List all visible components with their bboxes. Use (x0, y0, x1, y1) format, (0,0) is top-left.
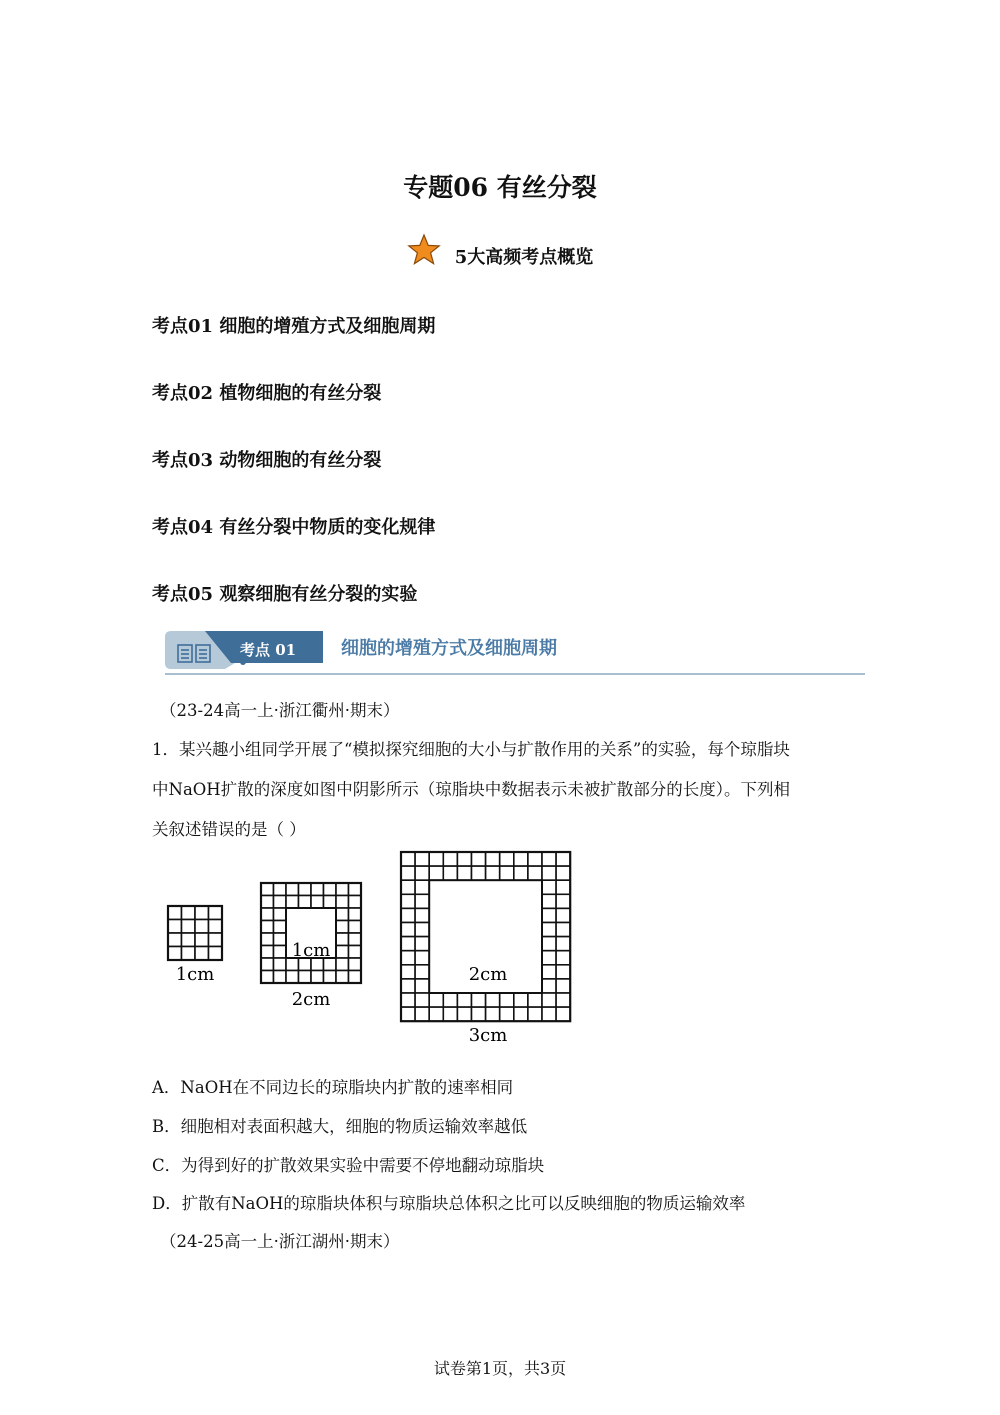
grid-cell (542, 880, 556, 894)
grid-cell (500, 1007, 514, 1021)
grid-cell (556, 852, 570, 866)
grid-cell (528, 866, 542, 880)
grid-cell (556, 937, 570, 951)
grid-cell (556, 951, 570, 965)
grid-cell (182, 906, 196, 920)
grid-cell (472, 866, 486, 880)
grid-cell (514, 1007, 528, 1021)
grid-cell (401, 894, 415, 908)
grid-cell (401, 937, 415, 951)
grid-cell (286, 971, 299, 984)
grid-cell (261, 908, 274, 921)
grid-cell (443, 1007, 457, 1021)
grid-cell (457, 866, 471, 880)
grid-cell (415, 937, 429, 951)
q1-stem-line-2: 中NaOH扩散的深度如图中阴影所示（琼脂块中数据表示未被扩散部分的长度）。下列相 (152, 780, 790, 799)
grid-cell (349, 883, 362, 896)
grid-cell (401, 993, 415, 1007)
section-title: 细胞的增殖方式及细胞周期 (341, 638, 557, 659)
grid-cell (415, 979, 429, 993)
star-icon (407, 233, 441, 267)
grid-cell (311, 971, 324, 984)
grid-cell (542, 908, 556, 922)
grid-cell (349, 908, 362, 921)
grid-cell (457, 1007, 471, 1021)
grid-cell (401, 923, 415, 937)
grid-cell (486, 993, 500, 1007)
page-footer: 试卷第1页，共3页 (433, 1359, 567, 1378)
grid-cell (443, 866, 457, 880)
grid-cell (514, 993, 528, 1007)
grid-cell (415, 852, 429, 866)
grid-cell (311, 883, 324, 896)
grid-cell (299, 971, 312, 984)
block-3-outer-label: 3cm (468, 1025, 508, 1046)
grid-cell (556, 1007, 570, 1021)
grid-cell (415, 993, 429, 1007)
grid-cell (209, 906, 223, 920)
section-tab-label: 考点 01 (240, 641, 297, 659)
grid-cell (401, 951, 415, 965)
grid-cell (324, 883, 337, 896)
grid-cell (472, 852, 486, 866)
grid-cell (443, 852, 457, 866)
grid-cell (472, 993, 486, 1007)
grid-cell (349, 933, 362, 946)
grid-cell (429, 866, 443, 880)
q1-source: （23-24高一上·浙江衢州·期末） (160, 701, 400, 720)
q1-option-d: D．扩散有NaOH的琼脂块体积与琼脂块总体积之比可以反映细胞的物质运输效率 (152, 1194, 746, 1213)
grid-cell (182, 947, 196, 961)
grid-cell (261, 971, 274, 984)
grid-cell (443, 993, 457, 1007)
overview-label: 5大高频考点概览 (454, 247, 594, 268)
grid-cell (168, 933, 182, 947)
grid-cell (274, 921, 287, 934)
grid-cell (299, 896, 312, 909)
grid-cell (336, 908, 349, 921)
grid-cell (415, 1007, 429, 1021)
grid-cell (556, 894, 570, 908)
grid-cell (336, 883, 349, 896)
grid-cell (274, 933, 287, 946)
grid-cell (556, 866, 570, 880)
grid-cell (401, 908, 415, 922)
grid-cell (349, 971, 362, 984)
section-tab (165, 631, 323, 669)
grid-cell (336, 971, 349, 984)
grid-cell (556, 908, 570, 922)
grid-cell (311, 896, 324, 909)
q1-option-c: C．为得到好的扩散效果实验中需要不停地翻动琼脂块 (152, 1156, 545, 1175)
grid-cell (261, 883, 274, 896)
grid-cell (542, 1007, 556, 1021)
grid-cell (336, 946, 349, 959)
overview-header (0, 228, 1000, 272)
grid-cell (168, 920, 182, 934)
grid-cell (195, 947, 209, 961)
grid-cell (274, 958, 287, 971)
grid-cell (486, 852, 500, 866)
grid-cell (261, 933, 274, 946)
agar-block-figure (160, 848, 580, 1048)
grid-cell (542, 923, 556, 937)
key-point-1: 考点01 细胞的增殖方式及细胞周期 (152, 316, 436, 337)
grid-cell (415, 951, 429, 965)
grid-cell (528, 1007, 542, 1021)
grid-cell (556, 923, 570, 937)
grid-cell (542, 979, 556, 993)
grid-cell (528, 852, 542, 866)
grid-cell (286, 896, 299, 909)
grid-cell (542, 866, 556, 880)
grid-cell (429, 852, 443, 866)
agar-block-1cm (168, 906, 222, 960)
grid-cell (457, 993, 471, 1007)
grid-cell (209, 920, 223, 934)
grid-cell (500, 852, 514, 866)
grid-cell (429, 993, 443, 1007)
grid-cell (274, 883, 287, 896)
grid-cell (286, 883, 299, 896)
grid-cell (514, 866, 528, 880)
grid-cell (542, 965, 556, 979)
grid-cell (542, 894, 556, 908)
grid-cell (274, 908, 287, 921)
q1-stem-line-3: 关叙述错误的是（ ） (152, 820, 306, 839)
grid-cell (486, 1007, 500, 1021)
grid-cell (209, 947, 223, 961)
grid-cell (542, 951, 556, 965)
grid-cell (429, 1007, 443, 1021)
page-title: 专题06 有丝分裂 (403, 173, 597, 202)
grid-cell (528, 993, 542, 1007)
grid-cell (336, 896, 349, 909)
key-point-5: 考点05 观察细胞有丝分裂的实验 (152, 584, 418, 605)
grid-cell (401, 880, 415, 894)
grid-cell (336, 933, 349, 946)
grid-cell (415, 880, 429, 894)
grid-cell (349, 958, 362, 971)
grid-cell (336, 921, 349, 934)
block-2-outer-label: 2cm (291, 989, 331, 1010)
key-point-3: 考点03 动物细胞的有丝分裂 (152, 450, 382, 471)
grid-cell (299, 883, 312, 896)
grid-cell (182, 920, 196, 934)
agar-block-3cm (401, 852, 570, 1021)
grid-cell (261, 921, 274, 934)
grid-cell (182, 933, 196, 947)
block-2-inner-label: 1cm (291, 940, 331, 961)
grid-cell (195, 920, 209, 934)
grid-cell (261, 896, 274, 909)
grid-cell (261, 958, 274, 971)
grid-cell (195, 933, 209, 947)
grid-cell (401, 852, 415, 866)
grid-cell (195, 906, 209, 920)
q1-option-a: A．NaOH在不同边长的琼脂块内扩散的速率相同 (152, 1078, 514, 1097)
key-point-4: 考点04 有丝分裂中物质的变化规律 (152, 517, 436, 538)
grid-cell (500, 993, 514, 1007)
grid-cell (415, 923, 429, 937)
grid-cell (415, 866, 429, 880)
grid-cell (457, 852, 471, 866)
key-point-2: 考点02 植物细胞的有丝分裂 (152, 383, 382, 404)
q1-stem-line-1: 1．某兴趣小组同学开展了“模拟探究细胞的大小与扩散作用的关系”的实验，每个琼脂块 (152, 740, 790, 759)
grid-cell (349, 946, 362, 959)
grid-cell (349, 921, 362, 934)
grid-cell (401, 866, 415, 880)
grid-cell (324, 896, 337, 909)
block-1-outer-label: 1cm (175, 964, 215, 985)
grid-cell (274, 971, 287, 984)
grid-cell (401, 979, 415, 993)
grid-cell (349, 896, 362, 909)
grid-cell (514, 852, 528, 866)
grid-cell (168, 947, 182, 961)
block-3-inner-label: 2cm (468, 964, 508, 985)
grid-cell (324, 971, 337, 984)
grid-cell (542, 937, 556, 951)
grid-cell (415, 908, 429, 922)
grid-cell (261, 946, 274, 959)
banner-rule (165, 673, 865, 675)
agar-block-2cm (261, 883, 361, 983)
grid-cell (401, 965, 415, 979)
grid-cell (415, 894, 429, 908)
grid-cell (500, 866, 514, 880)
q1-option-b: B．细胞相对表面积越大，细胞的物质运输效率越低 (152, 1117, 528, 1136)
grid-cell (486, 866, 500, 880)
grid-cell (472, 1007, 486, 1021)
grid-cell (556, 965, 570, 979)
grid-cell (542, 852, 556, 866)
grid-cell (556, 993, 570, 1007)
q2-source: （24-25高一上·浙江湖州·期末） (160, 1232, 400, 1251)
grid-cell (274, 896, 287, 909)
section-banner (165, 630, 865, 678)
grid-cell (336, 958, 349, 971)
grid-cell (415, 965, 429, 979)
grid-cell (556, 880, 570, 894)
grid-cell (401, 1007, 415, 1021)
grid-cell (542, 993, 556, 1007)
grid-cell (274, 946, 287, 959)
grid-cell (168, 906, 182, 920)
grid-cell (209, 933, 223, 947)
grid-cell (556, 979, 570, 993)
